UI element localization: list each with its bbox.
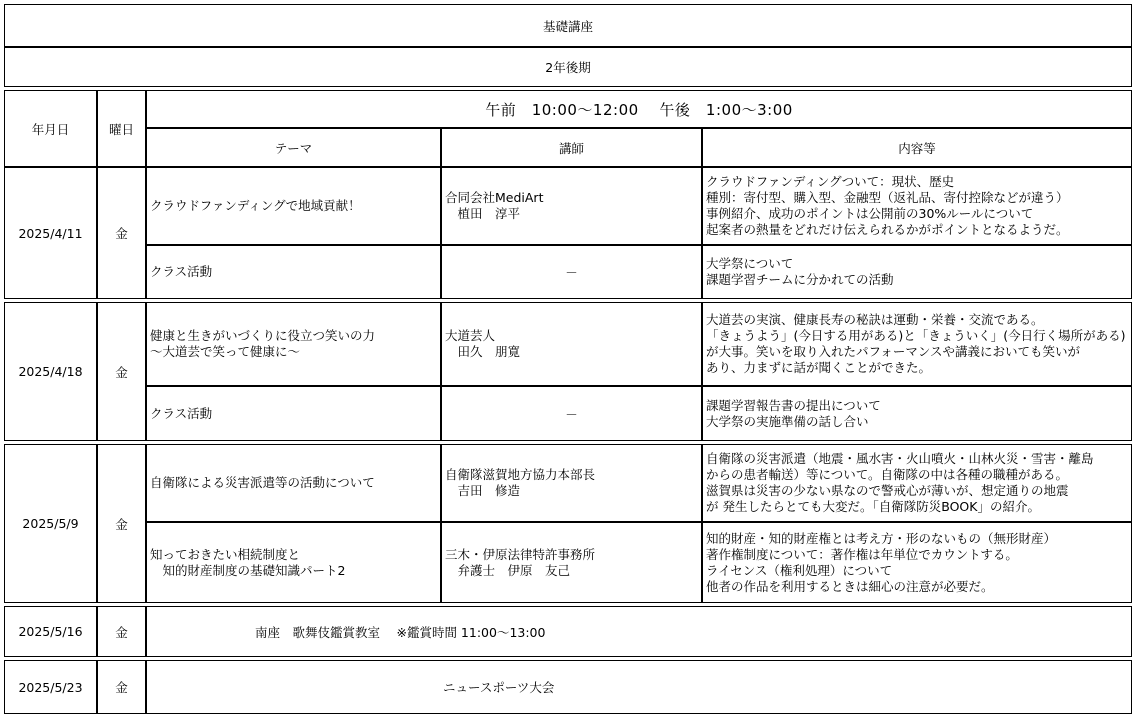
content-line: 「きょうよう」(今日する用がある)と「きょういく」(今日行く場所がある)	[706, 328, 1126, 343]
content-header: 内容等	[702, 128, 1132, 167]
content-cell	[702, 302, 1132, 386]
theme-line: ～大道芸で笑って健康に～	[150, 344, 301, 359]
date-cell: 2025/4/11	[4, 167, 97, 299]
content-line: 課題学習チームに分かれての活動	[706, 272, 894, 287]
weekday-cell: 金	[97, 444, 146, 603]
lecturer-line: 弁護士 伊原 友己	[445, 562, 571, 578]
theme-line: 健康と生きがいづくりに役立つ笑いの力	[150, 328, 376, 343]
theme-cell	[146, 522, 441, 603]
content-line: あり、力まずに話が聞くことができた。	[706, 360, 932, 375]
content-line: 知的財産・知的財産権とは考え方・形のないもの（無形財産）	[706, 530, 1057, 546]
event-cell: 南座 歌舞伎鑑賞教室 ※鑑賞時間 11:00～13:00	[146, 606, 1132, 657]
lecturer-cell: －	[441, 386, 702, 441]
weekday-cell: 金	[97, 302, 146, 441]
weekday-cell: 金	[97, 167, 146, 299]
date-cell: 2025/5/9	[4, 444, 97, 603]
content-line: が大事。笑いを取り入れたパフォーマンスや講義においても笑いが	[706, 344, 1081, 359]
content-line: 大道芸の実演、健康長寿の秘訣は運動・栄養・交流である。	[706, 312, 1044, 327]
content-line: からの患者輸送）等について。自衛隊の中は各種の職種がある。	[706, 467, 1069, 482]
theme-cell	[146, 302, 441, 386]
date-cell: 2025/4/18	[4, 302, 97, 441]
date-cell: 2025/5/16	[4, 606, 97, 657]
theme-line: 知っておきたい相続制度と	[150, 546, 301, 562]
content-line: 大学祭の実施準備の話し合い	[706, 413, 869, 429]
content-line: 自衛隊の災害派遣（地震・風水害・火山噴火・山林火災・雪害・離島	[706, 451, 1094, 466]
theme-cell	[146, 245, 441, 299]
term-label: 2年後期	[4, 47, 1132, 87]
content-cell	[702, 522, 1132, 603]
page-title: 基礎講座	[4, 4, 1132, 47]
weekday-cell: 金	[97, 660, 146, 714]
date-header: 年月日	[4, 90, 97, 167]
theme-line: クラス活動	[150, 264, 213, 279]
lecturer-cell	[441, 522, 702, 603]
content-cell	[702, 245, 1132, 299]
content-line: 著作権制度について：著作権は年単位でカウントする。	[706, 546, 1018, 562]
lecturer-header: 講師	[441, 128, 702, 167]
lecturer-line: 田久 朋寛	[445, 344, 521, 359]
lecturer-cell: －	[441, 245, 702, 299]
event-cell: ニュースポーツ大会	[146, 660, 1132, 714]
content-cell	[702, 444, 1132, 522]
content-line: 課題学習報告書の提出について	[706, 397, 881, 413]
theme-cell	[146, 167, 441, 245]
time-header: 午前 10:00～12:00 午後 1:00～3:00	[146, 90, 1132, 128]
theme-header: テーマ	[146, 128, 441, 167]
content-line: 事例紹介、成功のポイントは公開前の30%ルールについて	[706, 206, 1034, 221]
content-line: 種別：寄付型、購入型、金融型（返礼品、寄付控除などが違う）	[706, 190, 1069, 205]
theme-line: クラス活動	[150, 405, 213, 421]
content-line: クラウドファンディングついて：現状、歴史	[706, 174, 955, 189]
lecturer-line: 合同会社MediArt	[445, 190, 544, 205]
theme-cell	[146, 444, 441, 522]
date-cell: 2025/5/23	[4, 660, 97, 714]
lecturer-line: 大道芸人	[445, 328, 496, 343]
lecturer-cell	[441, 302, 702, 386]
lecturer-cell	[441, 167, 702, 245]
content-line: ライセンス（権利処理）について	[706, 562, 893, 578]
lecturer-line: 自衛隊滋賀地方協力本部長	[445, 467, 596, 482]
weekday-header: 曜日	[97, 90, 146, 167]
content-line: 起案者の熱量をどれだけ伝えられるかがポイントとなるようだ。	[706, 222, 1069, 237]
content-line: 他者の作品を利用するときは細心の注意が必要だ。	[706, 578, 994, 594]
content-line: 滋賀県は災害の少ない県なので警戒心が薄いが、想定通りの地震	[706, 483, 1069, 498]
content-cell	[702, 386, 1132, 441]
theme-cell	[146, 386, 441, 441]
content-line: 大学祭について	[706, 256, 794, 271]
content-line: が 発生したらとても大変だ。「自衛隊防災BOOK」の紹介。	[706, 499, 1040, 514]
theme-line: 知的財産制度の基礎知識パート2	[150, 562, 346, 578]
lecturer-line: 植田 淳平	[445, 206, 521, 221]
lecturer-cell	[441, 444, 702, 522]
theme-line: 自衛隊による災害派遣等の活動について	[150, 475, 375, 490]
lecturer-line: 吉田 修造	[445, 483, 521, 498]
content-cell	[702, 167, 1132, 245]
theme-line: クラウドファンディングで地域貢献！	[150, 198, 361, 213]
lecturer-line: 三木・伊原法律特許事務所	[445, 546, 596, 562]
weekday-cell: 金	[97, 606, 146, 657]
